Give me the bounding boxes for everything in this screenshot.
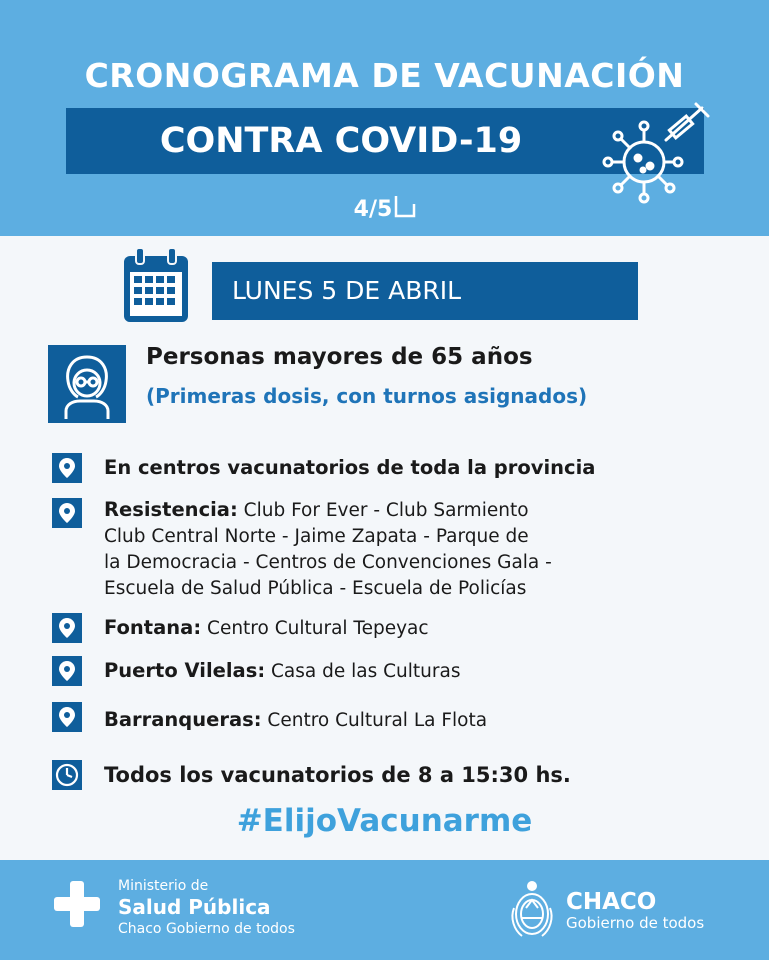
location-sites: Centro Cultural Tepeyac — [201, 618, 429, 639]
location-row-puerto-vilelas — [104, 658, 460, 685]
calendar-icon — [122, 248, 190, 324]
virus-syringe-icon — [596, 100, 714, 212]
location-place: Fontana: — [104, 616, 202, 639]
page-corner-icon — [394, 194, 416, 218]
location-sites: Club Central Norte - Jaime Zapata - Parque de — [104, 526, 529, 547]
plus-cross-icon — [54, 881, 100, 927]
ministry-line1: Ministerio de — [118, 878, 209, 894]
location-place: Barranqueras: — [104, 708, 262, 731]
ministry-line3: Chaco Gobierno de todos — [118, 921, 295, 937]
hashtag: #ElijoVacunarme — [236, 803, 533, 839]
date-label: LUNES 5 DE ABRIL — [212, 262, 638, 320]
location-pin-icon — [52, 656, 82, 686]
location-row-general — [104, 455, 595, 482]
location-row-barranqueras — [104, 707, 487, 734]
location-pin-icon — [52, 453, 82, 483]
clock-icon — [52, 760, 82, 790]
location-place: Resistencia: — [104, 498, 238, 521]
location-place: Puerto Vilelas: — [104, 659, 266, 682]
location-row-fontana — [104, 615, 429, 642]
chaco-subtitle: Gobierno de todos — [566, 914, 705, 932]
location-pin-icon — [52, 702, 82, 732]
elderly-person-icon — [48, 345, 126, 423]
location-sites: Casa de las Culturas — [265, 661, 461, 682]
location-sites: Escuela de Salud Pública - Escuela de Policías — [104, 578, 527, 599]
header-title: CRONOGRAMA DE VACUNACIÓN — [84, 56, 685, 95]
page-indicator-text: 4/5 — [353, 197, 393, 222]
location-pin-icon — [52, 498, 82, 528]
chaco-title: CHACO — [566, 889, 657, 915]
location-general-text: En centros vacunatorios de toda la provincia — [104, 456, 596, 479]
location-row-resistencia — [104, 497, 552, 602]
chaco-seal-icon — [508, 878, 556, 942]
location-pin-icon — [52, 613, 82, 643]
group-subtitle: (Primeras dosis, con turnos asignados) — [146, 384, 588, 408]
location-sites: Club For Ever - Club Sarmiento — [237, 500, 529, 521]
location-sites: Centro Cultural La Flota — [261, 710, 488, 731]
ministry-line2: Salud Pública — [118, 895, 271, 919]
page-indicator — [330, 194, 440, 222]
hours-text: Todos los vacunatorios de 8 a 15:30 hs. — [104, 763, 571, 787]
group-title: Personas mayores de 65 años — [146, 344, 533, 370]
header-banner-text: CONTRA COVID-19 — [159, 121, 523, 161]
location-sites: la Democracia - Centros de Convenciones Gala - — [104, 552, 552, 573]
